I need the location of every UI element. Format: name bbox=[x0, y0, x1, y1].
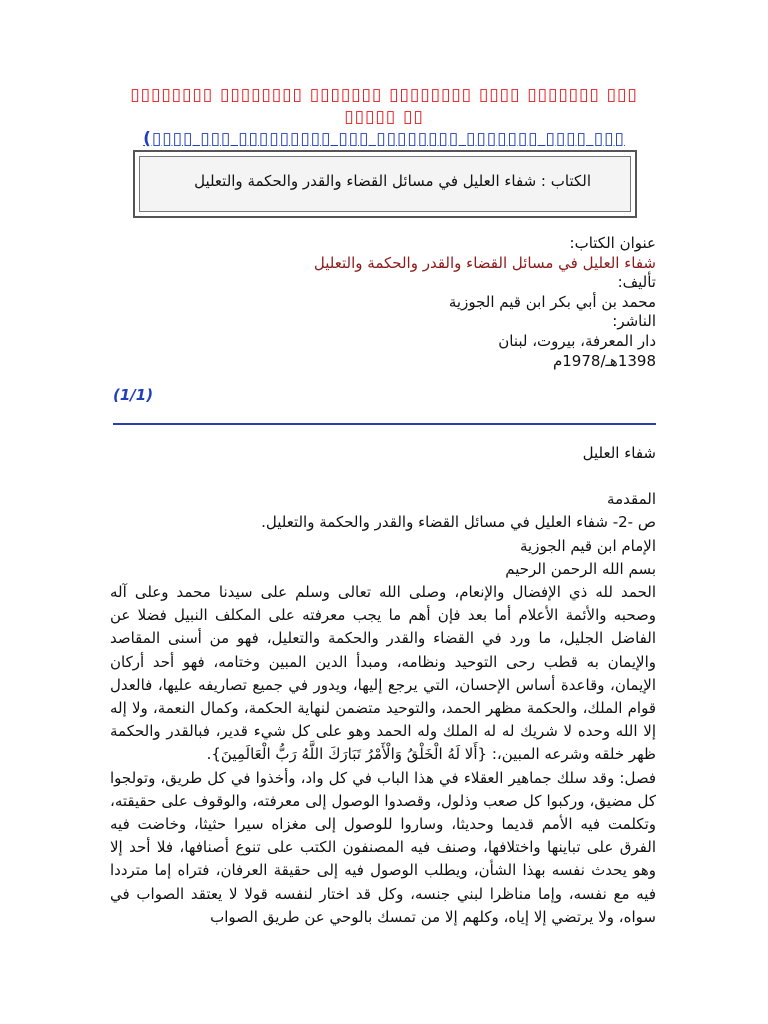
book-title-box bbox=[133, 150, 637, 218]
book-title-box-text: الكتاب : شفاء العليل في مسائل القضاء والقدر والحكمة والتعليل bbox=[194, 172, 591, 190]
book-content bbox=[110, 442, 656, 929]
publication-date: 1398هـ/1978م bbox=[552, 351, 656, 370]
book-info bbox=[110, 234, 656, 371]
paragraph-1: الحمد لله ذي الإفضال والإنعام، وصلى الله تعالى وسلم على سيدنا محمد وعلى آله وصحبه والأئمة الأعلام أما بعد فإن أهم ما يجب معرفته على المكلف النبيل فضلا عن الفاضل الجليل، ما ورد في القضاء والقدر والحكمة والتعليل، فهو من أسنى المقاصد والإيمان به قطب رحى التوحيد ونظامه، ومبدأ الدين المبين وختامه، فهو أحد أركان الإيمان، وقاعدة أساس الإحسان، التي يرجع إليها، ويدور في جميع تصاريفه عليها، فالعدل قوام الملك، والحكمة مظهر الحمد، والتوحيد متضمن لنهاية الحكمة، وكمال النعمة، ولا إله إلا الله وحده لا شريك له له الملك وله الحمد وهو على كل شيء قدير، فبالقدر والحكمة ظهر خلقه وشرعه المبين،: {أَلا لَهُ الْخَلْقُ وَالْأَمْرُ تَبَارَكَ اللَّهُ رَبُّ الْعَالَمِينَ}. bbox=[110, 583, 656, 764]
publisher-value: دار المعرفة، بيروت، لبنان bbox=[498, 331, 656, 350]
title-value: شفاء العليل في مسائل القضاء والقدر والحكمة والتعليل bbox=[313, 253, 656, 272]
page-indicator-link[interactable]: (1/1) bbox=[113, 386, 154, 404]
author-line: الإمام ابن قيم الجوزية bbox=[520, 536, 656, 555]
banner-link[interactable]: (▯▯▯▯ ▯▯▯ ▯▯▯▯▯▯▯▯▯ ▯▯▯ ▯▯▯▯▯▯▯▯ ▯▯▯▯▯▯▯ ▯▯▯▯ ▯▯▯ bbox=[143, 129, 625, 149]
page-reference: ص -2- شفاء العليل في مسائل القضاء والقدر والحكمة والتعليل. bbox=[261, 513, 656, 532]
publisher-label: الناشر: bbox=[612, 312, 656, 331]
content-spacer bbox=[110, 465, 656, 488]
author-label: تأليف: bbox=[617, 273, 656, 292]
author-value: محمد بن أبي بكر ابن قيم الجوزية bbox=[448, 292, 656, 311]
basmala: بسم الله الرحمن الرحيم bbox=[505, 559, 656, 578]
paragraph-2: فصل: وقد سلك جماهير العقلاء في هذا الباب في كل واد، وأخذوا في كل طريق، وتولجوا كل مضيق، وركبوا كل صعب وذلول، وقصدوا الوصول إلى معرفته، والوقوف على حقيقته، وتكلمت فيه الأمم قديما وحديثا، وساروا للوصول إلى مغزاه سيرا حثيثا، وخاضت فيه الفرق على تباينها واختلافها، وصنف فيه المصنفون الكتب على تنوع أصنافها، فلا أحد إلا وهو يحدث نفسه بهذا الشأن، ويطلب الوصول فيه إلى حقيقة العرفان، فتراه إما مترددا فيه مع نفسه، وإما مناظرا لبني جنسه، وكل قد اختار لنفسه قولا لا يعتقد الصواب في سواه، ولا يرتضي إلا إياه، وكلهم إلا من تمسك بالوحي عن طريق الصواب bbox=[110, 768, 656, 926]
divider bbox=[113, 423, 656, 425]
title-label: عنوان الكتاب: bbox=[569, 234, 656, 252]
intro-heading: المقدمة bbox=[607, 490, 656, 509]
banner-line-1: ▯▯▯▯▯▯▯▯ ▯▯▯▯▯▯▯▯ ▯▯▯▯▯▯▯ ▯▯▯▯▯▯▯▯ ▯▯▯▯ ▯▯▯▯▯▯▯ ▯▯▯ ▯▯▯▯▯ ▯▯ bbox=[130, 85, 638, 127]
content-heading: شفاء العليل bbox=[582, 444, 656, 462]
